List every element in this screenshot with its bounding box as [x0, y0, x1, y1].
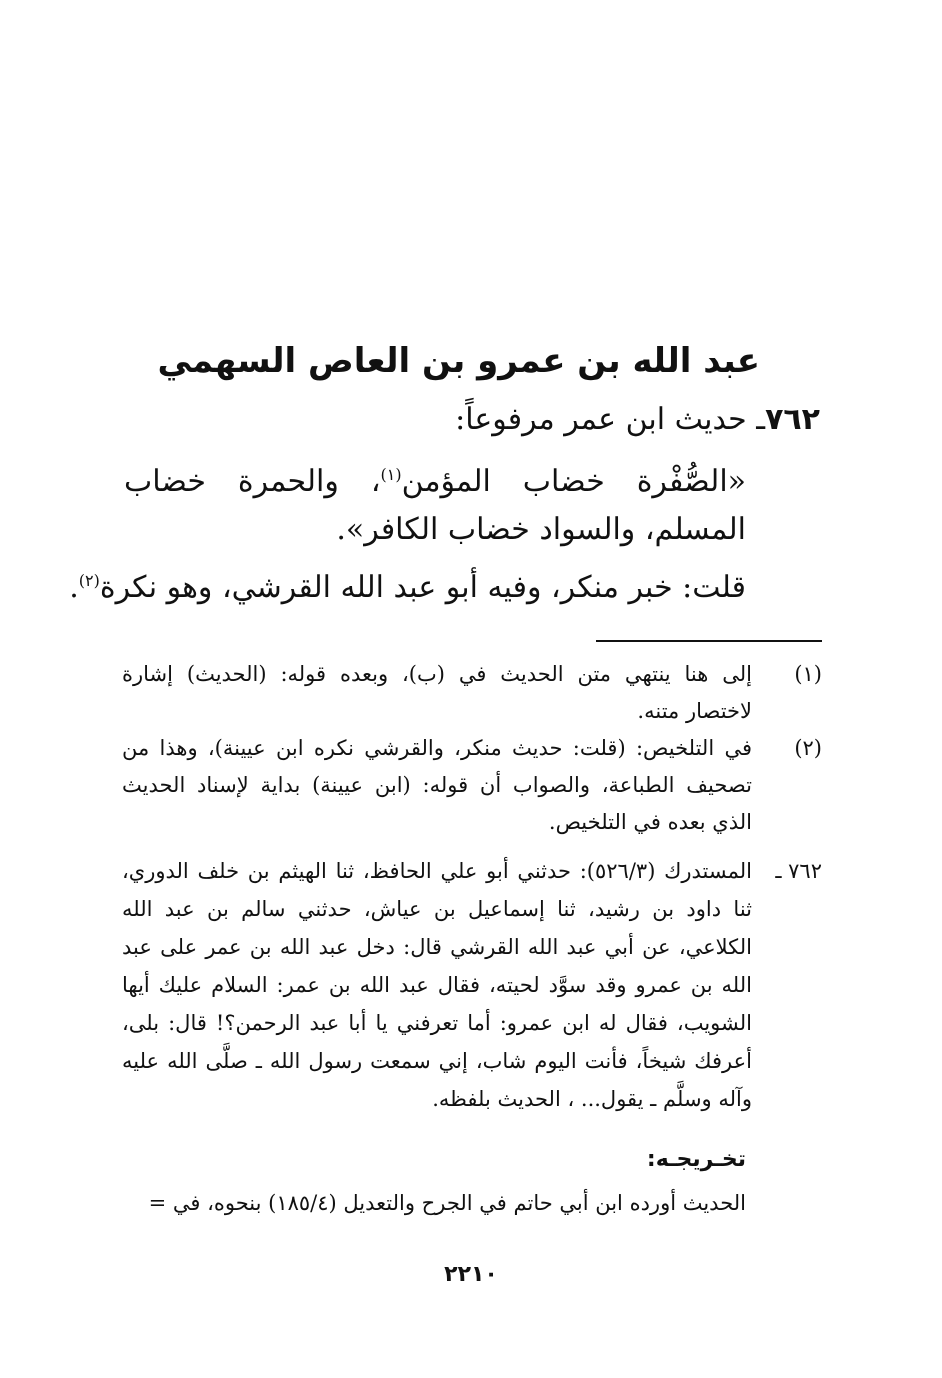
hadith-note — [69, 564, 746, 612]
page-number: ٢٢١٠ — [444, 1262, 498, 1287]
hadith-text-part2: ، والحمرة خضاب المسلم، والسواد خضاب الكافر». — [124, 464, 746, 547]
footnote-number: (٢) — [794, 736, 822, 760]
source-text: المستدرك (٥٢٦/٣): حدثني أبو علي الحافظ، ثنا الهيثم بن خلف الدوري، ثنا داود بن رشيد، ثنا إسماعيل بن عياش، حدثني سالم بن عبد الله الكلاعي، عن أبي عبد الله القرشي قال: دخل عبد الله بن عمر على عبد الله بن عمرو وقد سوَّد لحيته، فقال عبد الله بن عمر: السلام عليك أيها الشويب، فقال له ابن عمرو: أما تعرفني يا أبا عبد الرحمن؟! قال: بلى، أعرفك شيخاً، فأنت اليوم شاب، إني سمعت رسول الله ـ صلَّى الله عليه وآله وسلَّم ـ يقول... ، الحديث بلفظه. — [122, 859, 752, 1111]
hadith-heading — [120, 396, 820, 444]
takhrij-heading: تخـريجـه: — [646, 1147, 746, 1172]
hadith-note-text: قلت: خبر منكر، وفيه أبو عبد الله القرشي، وهو نكرة — [99, 570, 746, 605]
footnote-1 — [122, 656, 822, 730]
footnote-number: (١) — [794, 662, 822, 686]
footnote-2 — [122, 730, 822, 841]
section-title: عبد الله بن عمرو بن العاص السهمي — [157, 341, 760, 381]
source-entry — [122, 852, 822, 1118]
source-block — [122, 852, 822, 1118]
footnote-ref-1: (١) — [380, 465, 402, 484]
source-number: ٧٦٢ ـ — [775, 859, 822, 883]
footnote-separator — [596, 640, 822, 642]
hadith-note-end: . — [69, 570, 79, 605]
hadith-text-part1: «الصُّفْرة خضاب المؤمن — [401, 464, 747, 499]
footnote-text: في التلخيص: (قلت: حديث منكر، والقرشي نكره ابن عيينة)، وهذا من تصحيف الطباعة، والصواب أن قوله: (ابن عيينة) بداية لإسناد الحديث الذي بعده في التلخيص. — [122, 736, 752, 834]
footnotes — [122, 656, 822, 841]
footnote-text: إلى هنا ينتهي متن الحديث في (ب)، وبعده قوله: (الحديث) إشارة لاختصار متنه. — [122, 662, 752, 723]
hadith-text — [124, 458, 746, 554]
footnote-ref-2: (٢) — [78, 571, 100, 590]
hadith-number: ٧٦٢ — [765, 402, 820, 437]
takhrij-text: الحديث أورده ابن أبي حاتم في الجرح والتعديل (١٨٥/٤) بنحوه، في = — [148, 1191, 746, 1215]
hadith-intro: ـ حديث ابن عمر مرفوعاً: — [455, 402, 766, 437]
